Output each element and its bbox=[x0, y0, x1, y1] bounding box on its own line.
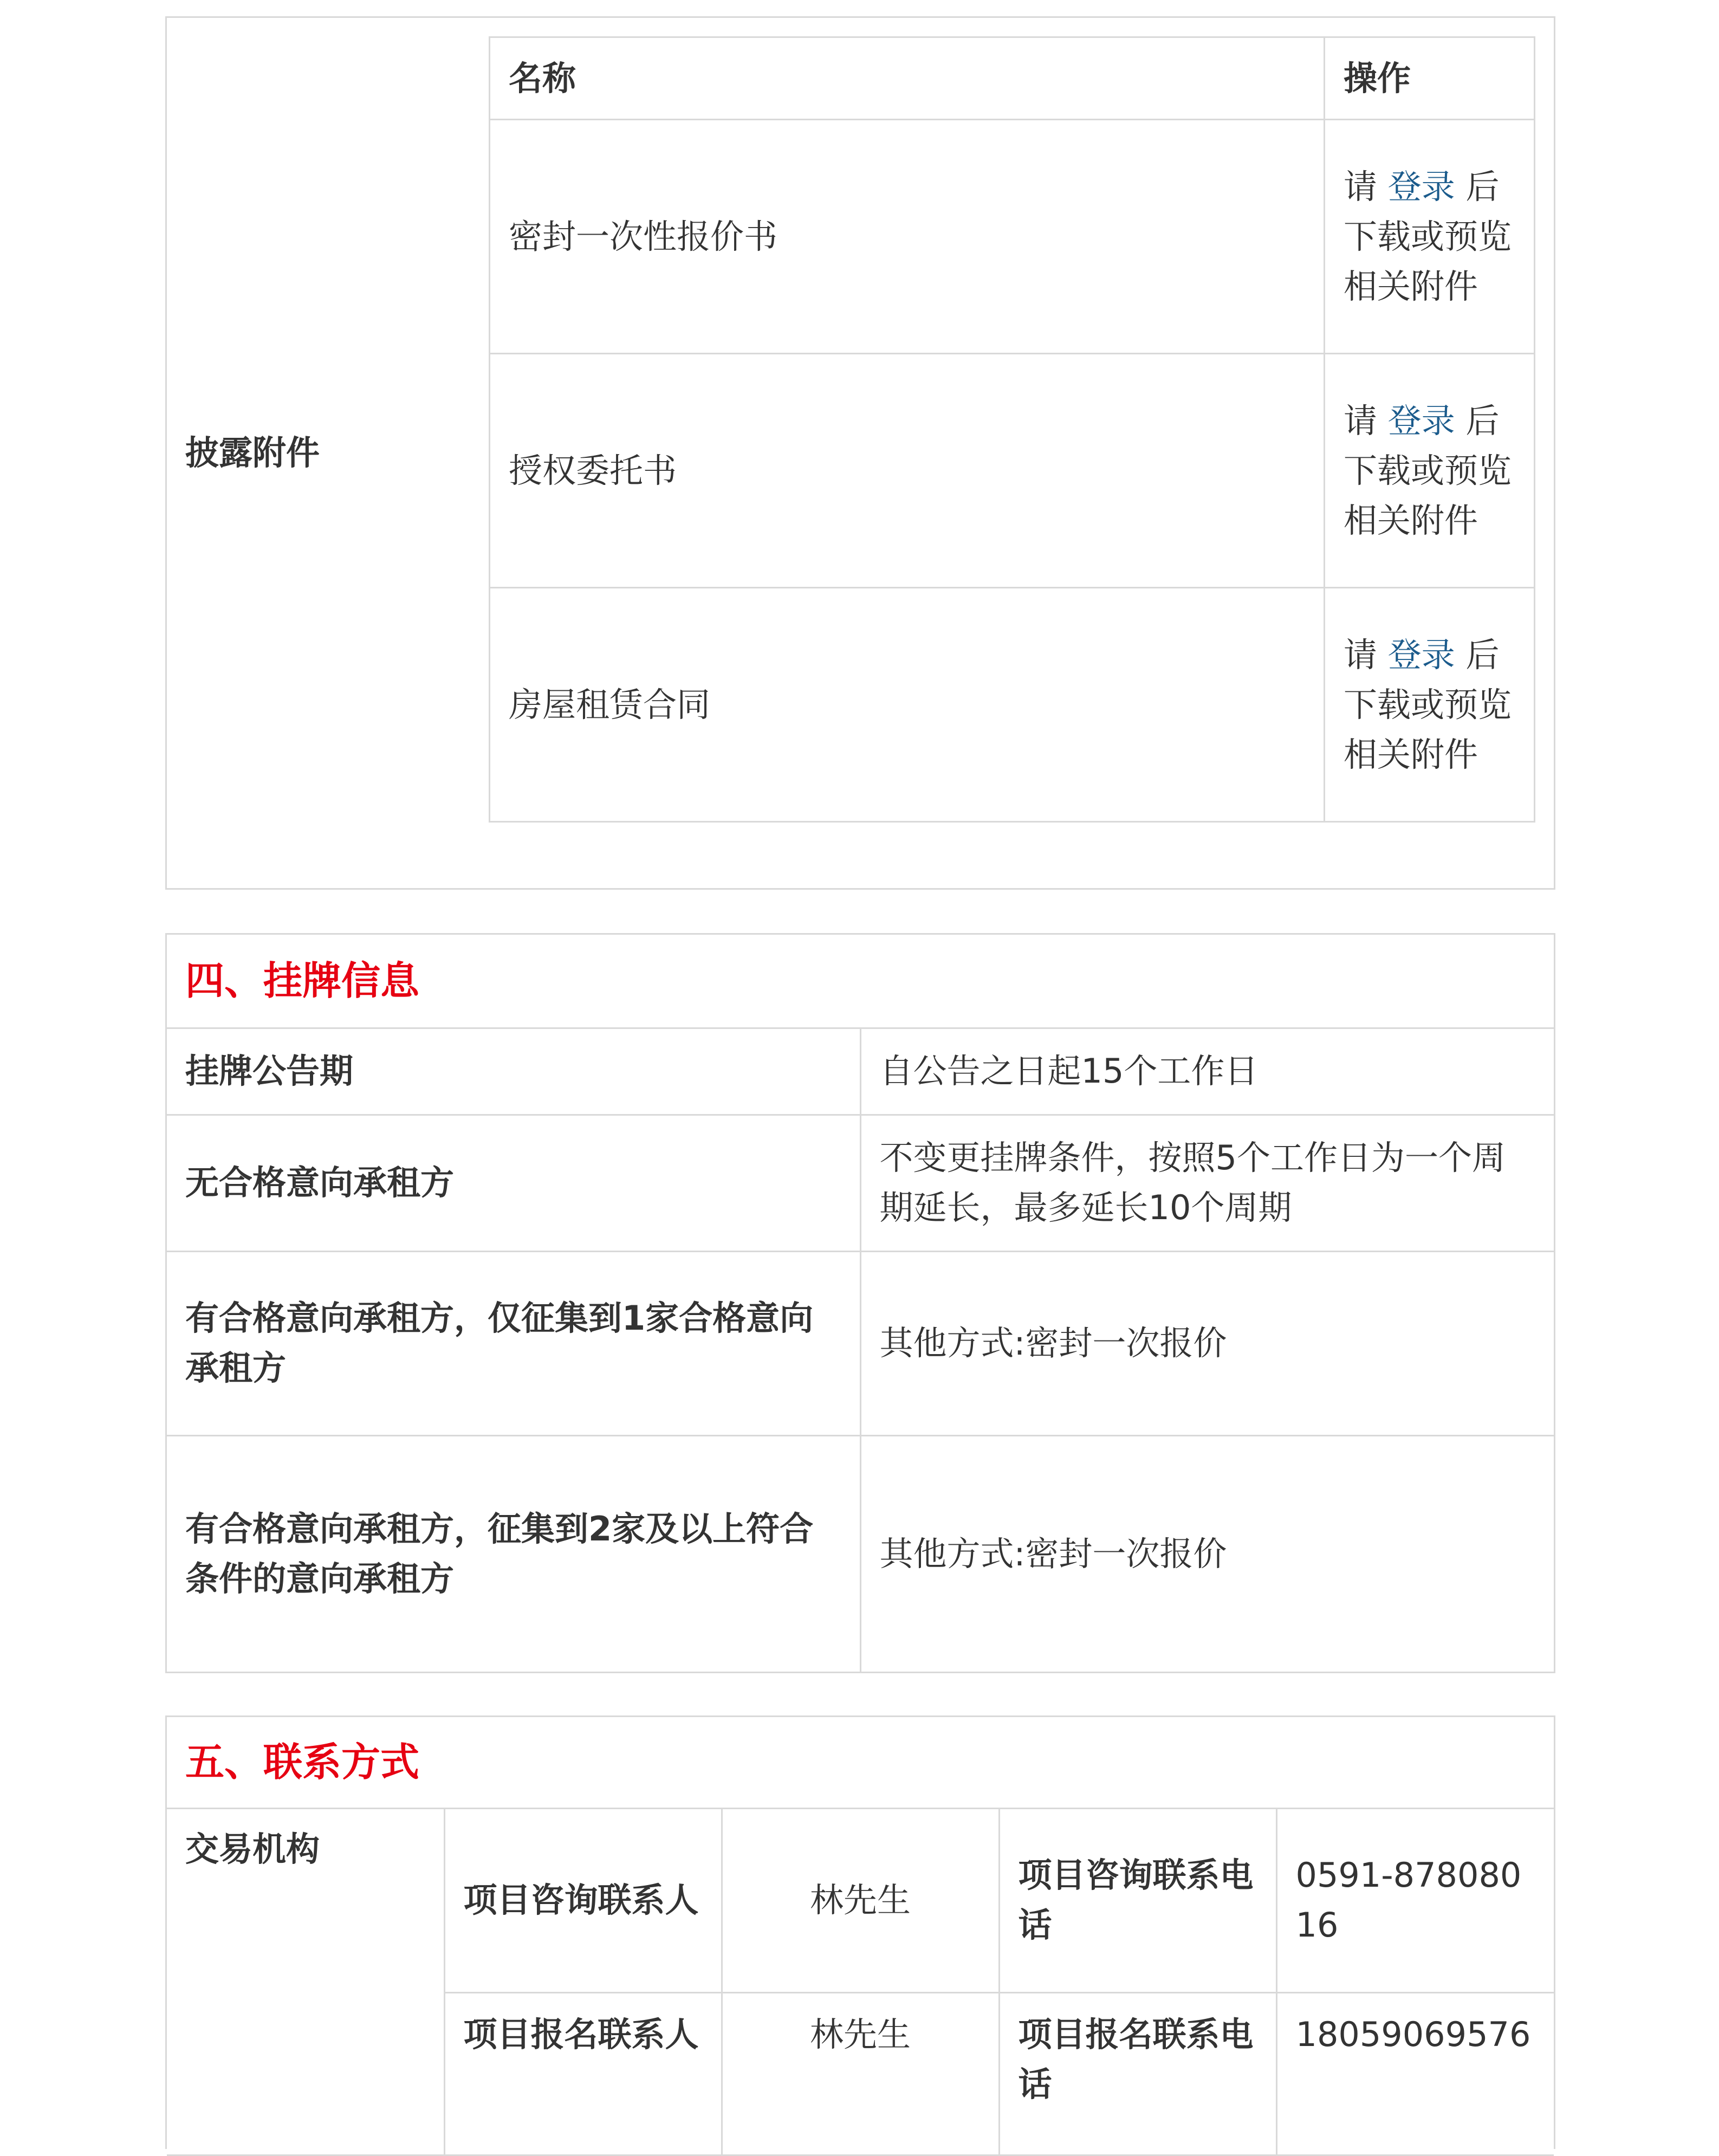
attachments-section bbox=[165, 16, 1555, 890]
attachment-ops bbox=[1325, 120, 1535, 354]
phone-value: 18059069576 bbox=[1276, 1992, 1554, 2155]
person-label: 项目咨询联系人 bbox=[444, 1808, 722, 1992]
row-label: 无合格意向承租方 bbox=[167, 1115, 860, 1251]
person-name: 林先生 bbox=[722, 1808, 999, 1992]
listing-section bbox=[165, 933, 1555, 1673]
listing-table bbox=[167, 935, 1554, 1672]
phone-label: 项目咨询联系电话 bbox=[999, 1808, 1276, 1992]
person-label: 项目报名联系人 bbox=[444, 1992, 722, 2155]
table-row bbox=[490, 120, 1535, 354]
attachments-cell bbox=[470, 18, 1554, 888]
row-label: 有合格意向承租方，征集到2家及以上符合条件的意向承租方 bbox=[167, 1435, 860, 1672]
attachment-name: 授权委托书 bbox=[490, 354, 1325, 588]
contact-section bbox=[165, 1715, 1555, 2149]
login-link[interactable]: 登录 bbox=[1387, 400, 1455, 441]
op-prefix: 请 bbox=[1344, 166, 1378, 206]
row-value: 不变更挂牌条件，按照5个工作日为一个周期延长，最多延长10个周期 bbox=[860, 1115, 1554, 1251]
table-row bbox=[167, 1808, 1554, 1992]
org-label: 交易机构 bbox=[167, 1808, 444, 2155]
column-header-ops: 操作 bbox=[1325, 37, 1535, 120]
person-name: 林先生 bbox=[722, 1992, 999, 2155]
row-label: 挂牌公告期 bbox=[167, 1028, 860, 1115]
section-title: 五、联系方式 bbox=[167, 1717, 1554, 1808]
table-row bbox=[167, 1435, 1554, 1672]
phone-label: 项目报名联系电话 bbox=[999, 1992, 1276, 2155]
contact-table bbox=[167, 1717, 1554, 2156]
table-row bbox=[490, 588, 1535, 822]
login-link[interactable]: 登录 bbox=[1387, 166, 1455, 206]
attachments-label: 披露附件 bbox=[185, 433, 320, 472]
op-suffix: 后下载或预览相关附件 bbox=[1344, 166, 1512, 306]
table-row bbox=[167, 1115, 1554, 1251]
attachment-name: 密封一次性报价书 bbox=[490, 120, 1325, 354]
op-suffix: 后下载或预览相关附件 bbox=[1344, 635, 1512, 774]
section-title: 四、挂牌信息 bbox=[167, 935, 1554, 1028]
table-row bbox=[490, 354, 1535, 588]
table-row bbox=[167, 1251, 1554, 1435]
phone-value: 0591-87808016 bbox=[1276, 1808, 1554, 1992]
login-link[interactable]: 登录 bbox=[1387, 635, 1455, 675]
row-value: 其他方式:密封一次报价 bbox=[860, 1435, 1554, 1672]
row-label: 有合格意向承租方，仅征集到1家合格意向承租方 bbox=[167, 1251, 860, 1435]
attachment-ops bbox=[1325, 354, 1535, 588]
op-suffix: 后下载或预览相关附件 bbox=[1344, 400, 1512, 540]
column-header-name: 名称 bbox=[490, 37, 1325, 120]
attachment-ops bbox=[1325, 588, 1535, 822]
op-prefix: 请 bbox=[1344, 635, 1378, 675]
row-value: 自公告之日起15个工作日 bbox=[860, 1028, 1554, 1115]
attachments-table bbox=[489, 36, 1535, 823]
row-value: 其他方式:密封一次报价 bbox=[860, 1251, 1554, 1435]
op-prefix: 请 bbox=[1344, 400, 1378, 441]
attachment-name: 房屋租赁合同 bbox=[490, 588, 1325, 822]
table-row bbox=[167, 1028, 1554, 1115]
